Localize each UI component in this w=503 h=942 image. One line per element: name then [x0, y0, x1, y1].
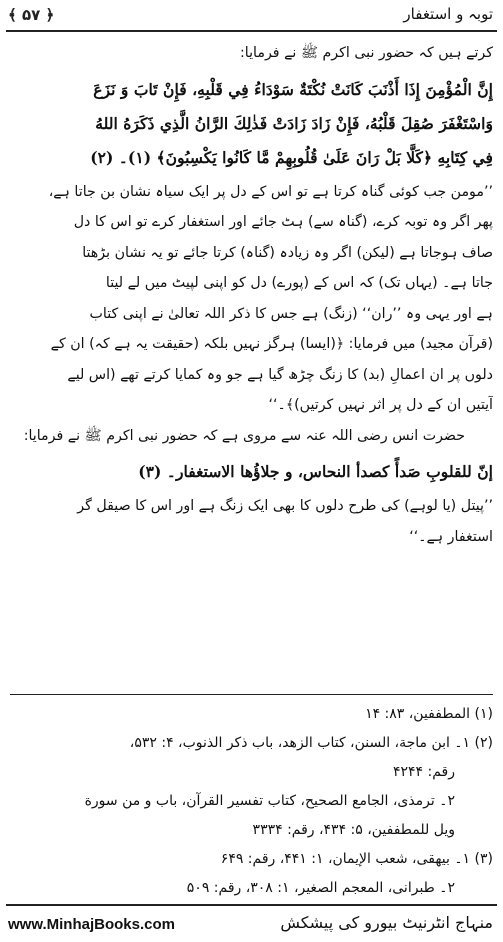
- translation-line: ہے اور یہی وہ ’’ران‘‘ (زنگ) ہے جس کا ذکر اللہ تعالیٰ نے اپنی کتاب: [89, 305, 493, 322]
- translation-line: ’’مومن جب کوئی گناہ کرتا ہے تو اس کے دل پر ایک سیاہ نشان بن جاتا ہے،: [48, 183, 493, 200]
- translation-line: دلوں پر ان اعمالِ (بد) کا زنگ چڑھ گیا ہے جو وہ کمایا کرتے تھے (اس لیے: [67, 366, 493, 383]
- publisher-brand: منہاج انٹرنیٹ بیورو کی پیشکش: [280, 913, 493, 932]
- translation-line: آیتیں ان کے دل پر اثر نہیں کرتیں)﴾۔‘‘: [268, 397, 493, 413]
- footnotes: [10, 700, 493, 903]
- translation-line: پھر اگر وہ توبہ کرے، (گناہ سے) ہٹ جائے اور استغفار کرے تو اس کا دل: [73, 214, 493, 230]
- running-title: توبہ و استغفار: [403, 5, 493, 23]
- hadith-arabic-1: [10, 73, 493, 175]
- footnote-rule: [10, 694, 493, 695]
- header-rule: [6, 30, 497, 32]
- translation-1: [10, 177, 493, 421]
- arabic-line: إِنَّ الْمُؤْمِنَ إِذَا أَذْنَبَ كَانَتْ نُكْتَةٌ سَوْدَاءُ فِي قَلْبِهِ، فَإِنْ تَابَ وَ نَزَعَ: [93, 79, 493, 99]
- main-text: [10, 38, 493, 552]
- arabic-line: وَاسْتَغْفَرَ صُقِلَ قَلْبُهُ، فَإِنْ زَادَ زَادَتْ فَذٰلِكَ الرَّانُ الَّذِي ذَكَرَهُ اللهُ: [95, 113, 493, 133]
- hadith-arabic-2: إنّ للقلوبِ صَدأً كصدأ النحاس، و جلاؤُها الاستغفار۔ (۳): [138, 462, 493, 481]
- footnote-line: (۱) المطففين، ۸۳: ۱۴: [365, 706, 493, 722]
- footnote-line: (۲) ۱۔ ابن ماجة، السنن، كتاب الزهد، باب ذكر الذنوب، ۴: ۵۳۲،: [129, 735, 493, 751]
- intro-line: کرتے ہیں کہ حضور نبی اکرم ﷺ نے فرمایا:: [240, 45, 493, 61]
- translation-2: [10, 491, 493, 552]
- website-link[interactable]: www.MinhajBooks.com: [8, 916, 175, 933]
- footer-rule: [6, 904, 497, 906]
- footnote-line: (۳) ۱۔ بيهقی، شعب الإيمان، ۱: ۴۴۱، رقم: ۶۴۹: [220, 851, 493, 867]
- footnote-line: ۲۔ ترمذی، الجامع الصحيح، كتاب تفسير القرآن، باب و من سورة: [84, 793, 455, 809]
- translation-line: استغفار ہے۔‘‘: [409, 528, 493, 545]
- footnote-line: رقم: ۴۲۴۴: [392, 764, 455, 780]
- footnote-line: ۲۔ طبرانی، المعجم الصغير، ۱: ۳۰۸، رقم: ۵۰۹: [186, 880, 455, 896]
- page-number: ﴾ ۵۷ ﴿: [8, 6, 55, 24]
- arabic-line: فِي كِتَابِهِ ﴿كَلَّا بَلْ رَانَ عَلَىٰ قُلُوبِهِمْ مَّا كَانُوا يَكْسِبُونَ﴾ (۱)۔ (۲): [90, 147, 493, 167]
- page-header: [0, 0, 503, 32]
- footnote-line: ويل للمطففين، ۵: ۴۳۴، رقم: ۳۳۳۴: [252, 822, 455, 838]
- translation-line: ’’پیتل (یا لوہے) کی طرح دلوں کا بھی ایک زنگ ہے اور اس کا صیقل گر: [77, 498, 493, 514]
- translation-line: جاتا ہے۔ (یہاں تک) کہ اس کے (پورے) دل کو اپنی لپیٹ میں لے لیتا: [105, 275, 493, 291]
- translation-line: صاف ہوجاتا ہے (لیکن) اگر وہ زیادہ (گناہ) کرتا جائے تو یہ نشان بڑھتا: [82, 244, 493, 261]
- translation-line: (قرآن مجید) میں فرمایا: ﴿(ایسا) ہرگز نہیں بلکہ (حقیقت یہ ہے کہ) ان کے: [50, 336, 493, 352]
- intro-line-2: حضرت انس رضی اللہ عنہ سے مروی ہے کہ حضور نبی اکرم ﷺ نے فرمایا:: [23, 427, 465, 444]
- page-footer: [0, 904, 503, 942]
